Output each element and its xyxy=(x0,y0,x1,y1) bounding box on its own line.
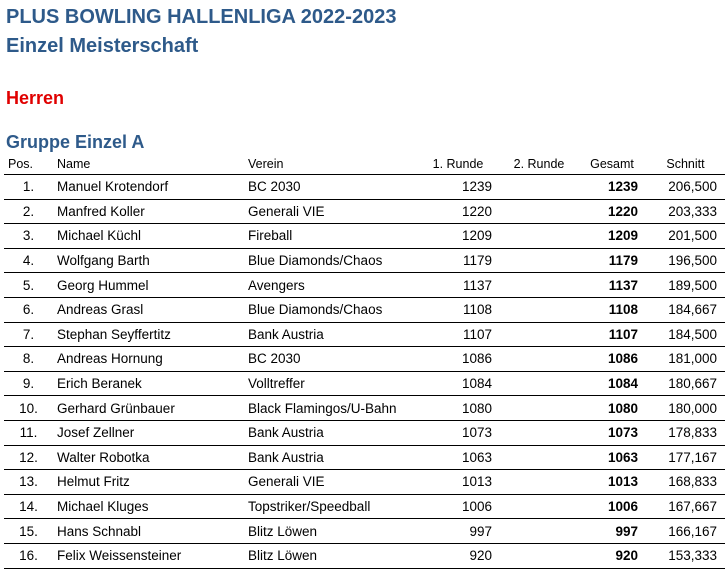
cell-club: Blitz Löwen xyxy=(244,543,416,568)
cell-club: Generali VIE xyxy=(244,470,416,495)
cell-average: 166,167 xyxy=(646,519,725,544)
document-title: PLUS BOWLING HALLENLIGA 2022-2023 xyxy=(6,6,397,28)
table-row xyxy=(4,396,725,421)
table-row xyxy=(4,519,725,544)
results-table xyxy=(4,154,725,569)
cell-round1: 1063 xyxy=(416,445,500,470)
table-header-row xyxy=(4,154,725,175)
cell-name: Gerhard Grünbauer xyxy=(53,396,244,421)
header-name: Name xyxy=(53,154,244,175)
cell-club: Generali VIE xyxy=(244,199,416,224)
cell-round1: 1006 xyxy=(416,494,500,519)
cell-name: Stephan Seyffertitz xyxy=(53,322,244,347)
cell-name: Helmut Fritz xyxy=(53,470,244,495)
cell-pos: 4. xyxy=(4,248,53,273)
cell-round2 xyxy=(500,543,578,568)
cell-total: 1209 xyxy=(578,224,646,249)
cell-average: 180,667 xyxy=(646,371,725,396)
cell-name: Manfred Koller xyxy=(53,199,244,224)
cell-total: 1063 xyxy=(578,445,646,470)
cell-club: Bank Austria xyxy=(244,322,416,347)
cell-name: Wolfgang Barth xyxy=(53,248,244,273)
cell-average: 178,833 xyxy=(646,420,725,445)
section-heading: Herren xyxy=(6,88,65,108)
cell-average: 201,500 xyxy=(646,224,725,249)
table-row xyxy=(4,248,725,273)
header-round2: 2. Runde xyxy=(500,154,578,175)
cell-average: 168,833 xyxy=(646,470,725,495)
cell-round2 xyxy=(500,519,578,544)
cell-pos: 5. xyxy=(4,273,53,298)
cell-average: 206,500 xyxy=(646,175,725,200)
cell-round2 xyxy=(500,396,578,421)
cell-average: 180,000 xyxy=(646,396,725,421)
cell-pos: 1. xyxy=(4,175,53,200)
cell-average: 167,667 xyxy=(646,494,725,519)
cell-pos: 9. xyxy=(4,371,53,396)
cell-club: Bank Austria xyxy=(244,445,416,470)
table-row xyxy=(4,470,725,495)
cell-name: Michael Küchl xyxy=(53,224,244,249)
cell-round1: 1084 xyxy=(416,371,500,396)
table-row xyxy=(4,322,725,347)
cell-total: 1107 xyxy=(578,322,646,347)
cell-pos: 7. xyxy=(4,322,53,347)
cell-total: 1108 xyxy=(578,297,646,322)
table-row xyxy=(4,371,725,396)
cell-pos: 2. xyxy=(4,199,53,224)
document-subtitle: Einzel Meisterschaft xyxy=(6,35,199,57)
header-club: Verein xyxy=(244,154,416,175)
cell-total: 1013 xyxy=(578,470,646,495)
cell-name: Andreas Hornung xyxy=(53,347,244,372)
table-row xyxy=(4,297,725,322)
cell-round1: 997 xyxy=(416,519,500,544)
header-round1: 1. Runde xyxy=(416,154,500,175)
table-row xyxy=(4,420,725,445)
cell-round1: 1220 xyxy=(416,199,500,224)
cell-name: Michael Kluges xyxy=(53,494,244,519)
cell-pos: 14. xyxy=(4,494,53,519)
cell-pos: 12. xyxy=(4,445,53,470)
table-row xyxy=(4,494,725,519)
cell-round2 xyxy=(500,470,578,495)
cell-name: Hans Schnabl xyxy=(53,519,244,544)
cell-total: 997 xyxy=(578,519,646,544)
cell-pos: 15. xyxy=(4,519,53,544)
cell-round1: 1108 xyxy=(416,297,500,322)
table-row xyxy=(4,543,725,568)
cell-total: 1080 xyxy=(578,396,646,421)
cell-average: 153,333 xyxy=(646,543,725,568)
cell-round2 xyxy=(500,347,578,372)
cell-club: BC 2030 xyxy=(244,347,416,372)
cell-total: 920 xyxy=(578,543,646,568)
cell-round2 xyxy=(500,273,578,298)
cell-total: 1073 xyxy=(578,420,646,445)
header-pos: Pos. xyxy=(4,154,53,175)
cell-round1: 1086 xyxy=(416,347,500,372)
cell-club: BC 2030 xyxy=(244,175,416,200)
table-row xyxy=(4,224,725,249)
cell-club: Topstriker/Speedball xyxy=(244,494,416,519)
cell-name: Walter Robotka xyxy=(53,445,244,470)
table-row xyxy=(4,273,725,298)
cell-round2 xyxy=(500,175,578,200)
cell-round1: 1179 xyxy=(416,248,500,273)
cell-average: 184,667 xyxy=(646,297,725,322)
cell-round1: 920 xyxy=(416,543,500,568)
cell-name: Felix Weissensteiner xyxy=(53,543,244,568)
cell-name: Erich Beranek xyxy=(53,371,244,396)
header-total: Gesamt xyxy=(578,154,646,175)
table-row xyxy=(4,199,725,224)
cell-round1: 1137 xyxy=(416,273,500,298)
cell-pos: 6. xyxy=(4,297,53,322)
cell-pos: 16. xyxy=(4,543,53,568)
table-row xyxy=(4,175,725,200)
cell-round1: 1013 xyxy=(416,470,500,495)
cell-round2 xyxy=(500,420,578,445)
cell-pos: 8. xyxy=(4,347,53,372)
cell-club: Volltreffer xyxy=(244,371,416,396)
cell-pos: 11. xyxy=(4,420,53,445)
cell-club: Avengers xyxy=(244,273,416,298)
cell-club: Black Flamingos/U-Bahn xyxy=(244,396,416,421)
cell-average: 177,167 xyxy=(646,445,725,470)
cell-round2 xyxy=(500,494,578,519)
cell-round2 xyxy=(500,371,578,396)
cell-name: Manuel Krotendorf xyxy=(53,175,244,200)
cell-total: 1137 xyxy=(578,273,646,298)
cell-pos: 3. xyxy=(4,224,53,249)
cell-pos: 13. xyxy=(4,470,53,495)
cell-round1: 1239 xyxy=(416,175,500,200)
cell-pos: 10. xyxy=(4,396,53,421)
table-body xyxy=(4,175,725,569)
cell-average: 184,500 xyxy=(646,322,725,347)
cell-name: Georg Hummel xyxy=(53,273,244,298)
cell-name: Josef Zellner xyxy=(53,420,244,445)
cell-club: Fireball xyxy=(244,224,416,249)
cell-total: 1179 xyxy=(578,248,646,273)
cell-average: 189,500 xyxy=(646,273,725,298)
cell-average: 196,500 xyxy=(646,248,725,273)
cell-average: 181,000 xyxy=(646,347,725,372)
table-row xyxy=(4,347,725,372)
cell-total: 1220 xyxy=(578,199,646,224)
cell-total: 1239 xyxy=(578,175,646,200)
cell-average: 203,333 xyxy=(646,199,725,224)
cell-round1: 1209 xyxy=(416,224,500,249)
cell-total: 1086 xyxy=(578,347,646,372)
cell-total: 1006 xyxy=(578,494,646,519)
cell-round2 xyxy=(500,322,578,347)
table-row xyxy=(4,445,725,470)
header-average: Schnitt xyxy=(646,154,725,175)
cell-round1: 1107 xyxy=(416,322,500,347)
cell-club: Bank Austria xyxy=(244,420,416,445)
cell-round2 xyxy=(500,248,578,273)
cell-round2 xyxy=(500,224,578,249)
group-heading: Gruppe Einzel A xyxy=(6,132,145,152)
cell-total: 1084 xyxy=(578,371,646,396)
cell-round1: 1080 xyxy=(416,396,500,421)
cell-name: Andreas Grasl xyxy=(53,297,244,322)
cell-club: Blue Diamonds/Chaos xyxy=(244,297,416,322)
cell-round2 xyxy=(500,297,578,322)
cell-round2 xyxy=(500,199,578,224)
cell-round2 xyxy=(500,445,578,470)
cell-club: Blue Diamonds/Chaos xyxy=(244,248,416,273)
cell-round1: 1073 xyxy=(416,420,500,445)
cell-club: Blitz Löwen xyxy=(244,519,416,544)
